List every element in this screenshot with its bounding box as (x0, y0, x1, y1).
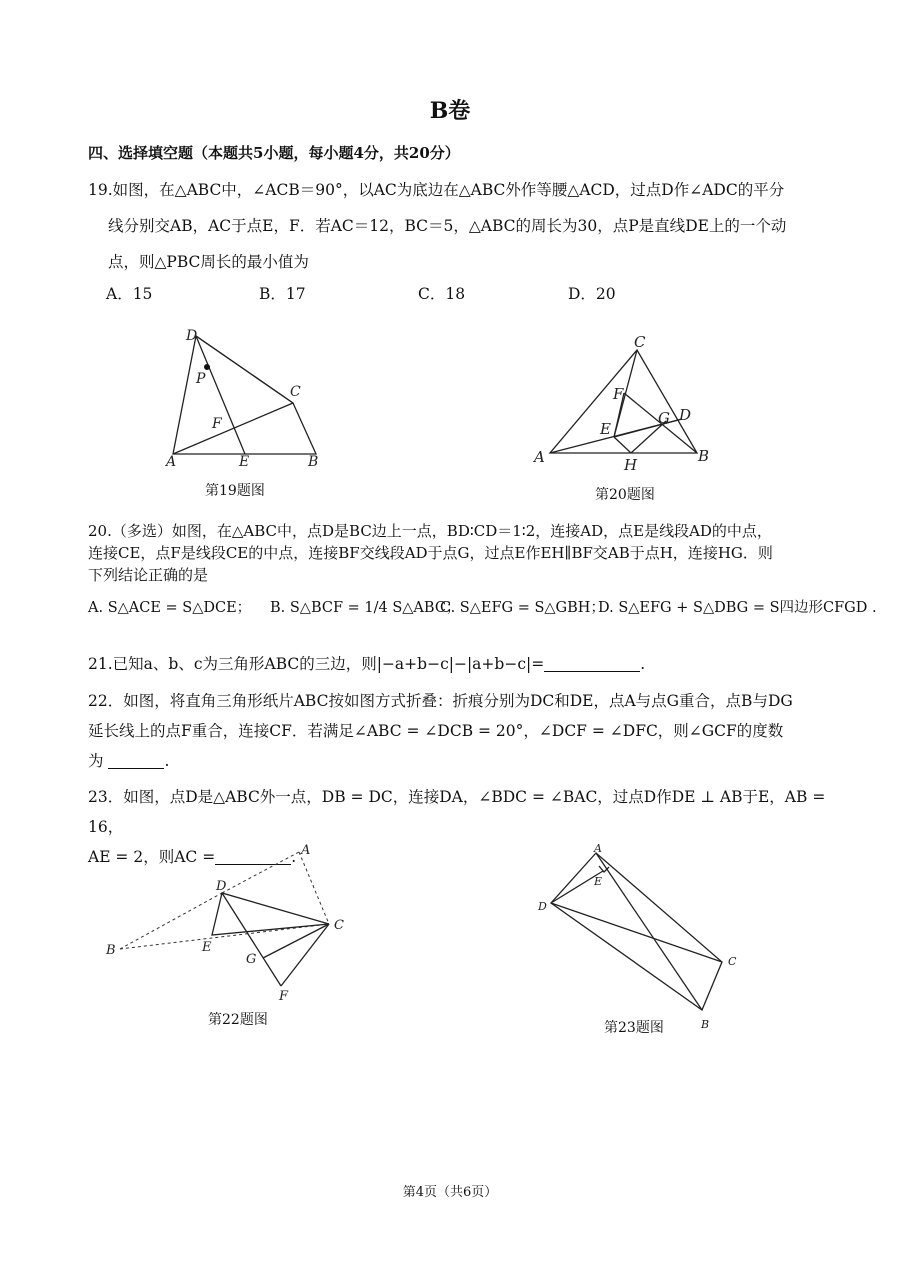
figure-23-caption: 第23题图 (604, 1020, 664, 1036)
figure-20-caption: 第20题图 (595, 487, 655, 503)
label-p: P (196, 371, 206, 387)
label-b: B (308, 454, 319, 470)
label-e: E (594, 875, 603, 888)
q20-line-3: 下列结论正确的是 (88, 566, 209, 584)
label-a: A (534, 448, 545, 466)
q20-option-d: D. S△EFG + S△DBG = S四边形CFGD . (598, 600, 877, 616)
label-c: C (290, 384, 301, 400)
label-e: E (600, 420, 611, 438)
section-heading: 四、选择填空题（本题共5小题，每小题4分，共20分） (88, 144, 460, 162)
q19-option-d: D．20 (568, 285, 616, 303)
page-title: B卷 (429, 98, 471, 124)
figure-19-caption: 第19题图 (205, 483, 265, 499)
q19-option-b: B．17 (259, 285, 306, 303)
point-p-dot (204, 364, 210, 370)
figure-22 (100, 840, 360, 1010)
label-c: C (334, 918, 344, 933)
q19-line-1: 19.如图，在△ABC中，∠ACB＝90°，以AC为底边在△ABC外作等腰△ACD，过点D作∠ADC的平分 (88, 181, 785, 199)
label-f: F (613, 385, 624, 403)
question-20 (88, 520, 828, 586)
label-e: E (202, 940, 212, 955)
figure-23 (530, 838, 750, 1038)
q22-end: . (164, 752, 170, 770)
q23-end: . (291, 848, 297, 866)
q19-line-3: 点，则△PBC周长的最小值为 (108, 253, 309, 271)
page-footer: 第4页（共6页） (402, 1185, 498, 1200)
q20-option-c: C. S△EFG = S△GBH； (440, 600, 605, 616)
label-g: G (246, 952, 257, 967)
label-b: B (701, 1018, 710, 1031)
q21-end: . (640, 655, 646, 673)
label-f: F (212, 416, 222, 432)
label-a: A (166, 454, 177, 470)
q20-line-1: 20.（多选）如图，在△ABC中，点D是BC边上一点，BD∶CD＝1∶2，连接AD，点E是线段AD的中点， (88, 522, 772, 540)
label-d: D (538, 900, 547, 913)
q23-line-1: 23．如图，点D是△ABC外一点，DB = DC，连接DA，∠BDC = ∠BAC，过点D作DE ⊥ AB于E，AB = 16， (88, 788, 826, 836)
q20-option-a: A. S△ACE = S△DCE； (88, 600, 252, 616)
figure-22-caption: 第22题图 (208, 1012, 268, 1028)
label-a: A (301, 843, 311, 858)
q22-line-2: 延长线上的点F重合，连接CF．若满足∠ABC = ∠DCB = 20°，∠DCF = ∠DFC，则∠GCF的度数 (88, 722, 784, 740)
label-d: D (186, 328, 198, 344)
q21-text: 21.已知a、b、c为三角形ABC的三边，则|−a+b−c|−|a+b−c|= (88, 655, 545, 673)
label-f: F (279, 989, 289, 1004)
question-22 (88, 686, 828, 776)
q19-option-c: C．18 (418, 285, 466, 303)
label-d: D (679, 406, 692, 424)
label-h: H (624, 456, 638, 474)
q19-line-2: 线分别交AB，AC于点E，F．若AC＝12，BC＝5，△ABC的周长为30，点P是直线DE上的一个动 (108, 217, 787, 235)
q23-line-2-text: AE = 2，则AC = (88, 848, 216, 866)
label-a: A (594, 842, 602, 855)
q19-option-a: A．15 (106, 285, 153, 303)
label-c: C (634, 333, 646, 351)
label-c: C (728, 955, 737, 968)
figure-19 (150, 320, 350, 475)
q21-answer-blank (544, 655, 640, 672)
q20-line-2: 连接CE，点F是线段CE的中点，连接BF交线段AD于点G，过点E作EH∥BF交AB于点H，连接HG．则 (88, 544, 773, 562)
q22-line-3-text: 为 (88, 752, 104, 770)
label-g: G (658, 409, 670, 427)
label-e: E (239, 454, 250, 470)
q20-option-b: B. S△BCF = 1/4 S△ABC； (270, 600, 461, 616)
q22-answer-blank (108, 752, 164, 769)
label-b: B (698, 447, 710, 465)
label-b: B (106, 943, 116, 958)
q22-line-3 (88, 746, 828, 776)
q22-line-1: 22．如图，将直角三角形纸片ABC按如图方式折叠：折痕分别为DC和DE，点A与点G重合，点B与DG (88, 692, 793, 710)
figure-20 (525, 330, 725, 480)
label-d: D (216, 879, 227, 894)
question-19 (88, 172, 828, 280)
question-21 (88, 652, 645, 674)
